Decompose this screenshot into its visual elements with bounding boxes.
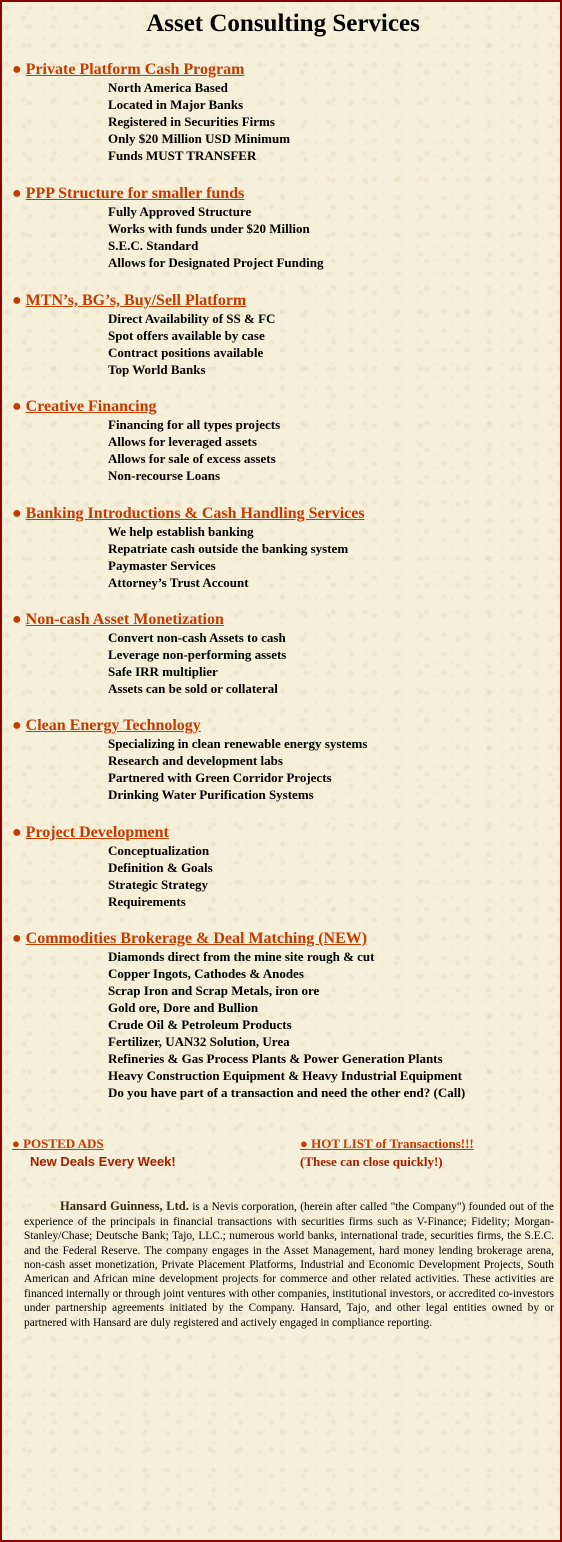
section-creative-financing <box>12 397 552 484</box>
list-item: Allows for sale of excess assets <box>108 451 276 466</box>
heading-text[interactable]: Banking Introductions & Cash Handling Services <box>25 505 365 522</box>
list-item: Drinking Water Purification Systems <box>108 787 314 802</box>
list-item: North America Based <box>108 80 228 95</box>
section-item-list <box>12 523 552 591</box>
bullet-icon: ● <box>12 1136 20 1151</box>
list-item: Top World Banks <box>108 362 206 377</box>
section-heading-link[interactable] <box>12 504 552 523</box>
section-heading-link[interactable] <box>12 823 552 842</box>
ads-row <box>12 1136 552 1176</box>
posted-ads-subtitle: New Deals Every Week! <box>30 1154 176 1169</box>
list-item: Spot offers available by case <box>108 328 265 343</box>
list-item: Scrap Iron and Scrap Metals, iron ore <box>108 983 320 998</box>
list-item: Requirements <box>108 894 186 909</box>
heading-text[interactable]: Clean Energy Technology <box>25 717 201 734</box>
heading-text[interactable]: Creative Financing <box>25 398 157 415</box>
list-item: Assets can be sold or collateral <box>108 681 278 696</box>
section-heading-link[interactable] <box>12 184 552 203</box>
list-item: Non-recourse Loans <box>108 468 221 483</box>
bullet-icon: ● <box>12 717 22 734</box>
bullet-icon: ● <box>12 505 22 522</box>
section-heading-link[interactable] <box>12 929 552 948</box>
about-text: is a Nevis corporation, (herein after called "the Company") founded out of the experience of the principals in financial transactions with securities firms such as V-Finance; Fidelity; Morgan-Stanley/Chase; Deutsche Bank; Tajo, LLC.; numerous world banks, international trade, securities firms, the S.E.C. and the Federal Reserve. The company engages in the Asset Management, hard money lending brokerage arena, non-cash asset monetization, Private Placement Platforms, Industrial and Economic Development Projects, South American and African mine development projects for commerce and other related activities. These activities are financed internally or through joint ventures with other companies, institutional investors, or accredited co-investors under partnership agreements initiated by the Company. Hansard, Tajo, and other legal entities owned by or partnered with Hansard are duly registered and actively engaged in compliance reporting. <box>24 1201 554 1329</box>
bullet-icon: ● <box>12 185 22 202</box>
list-item: Diamonds direct from the mine site rough & cut <box>108 949 375 964</box>
list-item: Paymaster Services <box>108 558 216 573</box>
list-item: Fully Approved Structure <box>108 204 252 219</box>
list-item: Partnered with Green Corridor Projects <box>108 770 332 785</box>
list-item: Safe IRR multiplier <box>108 664 218 679</box>
list-item: Strategic Strategy <box>108 877 208 892</box>
list-item: Do you have part of a transaction and need the other end? (Call) <box>108 1085 466 1100</box>
list-item: Refineries & Gas Process Plants & Power Generation Plants <box>108 1051 443 1066</box>
list-item: Repatriate cash outside the banking system <box>108 541 349 556</box>
section-item-list <box>12 842 552 910</box>
section-item-list <box>12 629 552 697</box>
list-item: Heavy Construction Equipment & Heavy Industrial Equipment <box>108 1068 462 1083</box>
section-clean-energy <box>12 716 552 803</box>
list-item: Direct Availability of SS & FC <box>108 311 276 326</box>
list-item: Located in Major Banks <box>108 97 244 112</box>
hot-list-link[interactable] <box>300 1136 474 1152</box>
section-private-platform <box>12 60 552 164</box>
section-item-list <box>12 203 552 271</box>
hot-list-label[interactable]: HOT LIST of Transactions!!! <box>311 1136 474 1151</box>
list-item: Conceptualization <box>108 843 210 858</box>
list-item: Crude Oil & Petroleum Products <box>108 1017 292 1032</box>
list-item: Attorney’s Trust Account <box>108 575 249 590</box>
list-item: Allows for leveraged assets <box>108 434 257 449</box>
list-item: Specializing in clean renewable energy systems <box>108 736 368 751</box>
bullet-icon: ● <box>12 398 22 415</box>
heading-text[interactable]: MTN’s, BG’s, Buy/Sell Platform <box>25 292 247 309</box>
section-item-list <box>12 735 552 803</box>
list-item: Registered in Securities Firms <box>108 114 275 129</box>
list-item: S.E.C. Standard <box>108 238 199 253</box>
list-item: Allows for Designated Project Funding <box>108 255 324 270</box>
section-heading-link[interactable] <box>12 610 552 629</box>
company-name: Hansard Guinness, Ltd. <box>60 1199 189 1214</box>
about-paragraph <box>24 1199 554 1330</box>
section-item-list <box>12 310 552 378</box>
section-commodities-brokerage <box>12 929 552 1101</box>
posted-ads-link[interactable] <box>12 1136 104 1152</box>
list-item: Contract positions available <box>108 345 264 360</box>
heading-text[interactable]: PPP Structure for smaller funds <box>25 185 245 202</box>
section-project-development <box>12 823 552 910</box>
list-item: Leverage non-performing assets <box>108 647 287 662</box>
list-item: Works with funds under $20 Million <box>108 221 310 236</box>
page-title: Asset Consulting Services <box>146 10 420 37</box>
posted-ads-label[interactable]: POSTED ADS <box>23 1136 104 1151</box>
heading-text[interactable]: Private Platform Cash Program <box>25 61 245 78</box>
bullet-icon: ● <box>12 930 22 947</box>
list-item: We help establish banking <box>108 524 254 539</box>
list-item: Only $20 Million USD Minimum <box>108 131 291 146</box>
bullet-icon: ● <box>12 824 22 841</box>
section-heading-link[interactable] <box>12 60 552 79</box>
list-item: Fertilizer, UAN32 Solution, Urea <box>108 1034 290 1049</box>
section-banking-introductions <box>12 504 552 591</box>
section-item-list <box>12 79 552 164</box>
section-heading-link[interactable] <box>12 397 552 416</box>
list-item: Gold ore, Dore and Bullion <box>108 1000 259 1015</box>
list-item: Financing for all types projects <box>108 417 281 432</box>
section-non-cash-asset <box>12 610 552 697</box>
heading-text[interactable]: Project Development <box>25 824 169 841</box>
hot-list-subtitle: (These can close quickly!) <box>300 1154 443 1169</box>
list-item: Funds MUST TRANSFER <box>108 148 257 163</box>
heading-text[interactable]: Non-cash Asset Monetization <box>25 611 224 628</box>
bullet-icon: ● <box>12 61 22 78</box>
bullet-icon: ● <box>12 611 22 628</box>
list-item: Convert non-cash Assets to cash <box>108 630 286 645</box>
section-ppp-structure <box>12 184 552 271</box>
section-item-list <box>12 948 552 1101</box>
section-mtn-bg <box>12 291 552 378</box>
list-item: Definition & Goals <box>108 860 213 875</box>
section-heading-link[interactable] <box>12 291 552 310</box>
list-item: Research and development labs <box>108 753 283 768</box>
section-heading-link[interactable] <box>12 716 552 735</box>
bullet-icon: ● <box>12 292 22 309</box>
list-item: Copper Ingots, Cathodes & Anodes <box>108 966 304 981</box>
heading-text[interactable]: Commodities Brokerage & Deal Matching (NEW) <box>25 930 368 947</box>
section-item-list <box>12 416 552 484</box>
bullet-icon: ● <box>300 1136 308 1151</box>
